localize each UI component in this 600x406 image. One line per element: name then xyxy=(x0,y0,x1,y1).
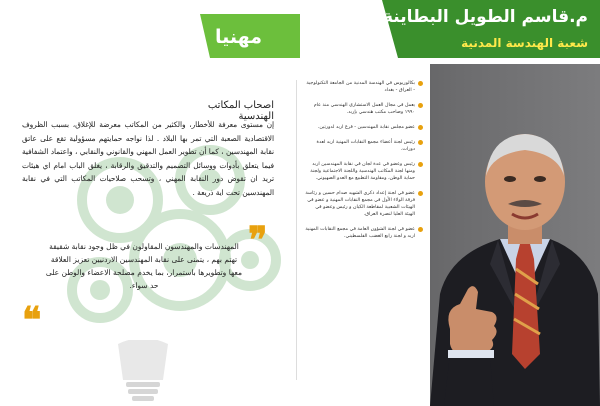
department-label: شعبة الهندسة المدنية xyxy=(461,36,588,50)
quote-text: المهندسات والمهندسون المقاولون في ظل وجود نقابة شقيقة تهتم بهم ، يتمنى على نقابة المهندسين الاردنيين تعزيز العلاقة معها وتطويرها باستمرار، بما يخدم مصلحة الاعضاء والوطن على حد سواء. xyxy=(45,242,243,290)
bio-item: عضو في لجنة الشؤون العامة في مجمع النقابات المهنية اربد و لجنة رابع الغضب الفلسطيني. xyxy=(305,226,423,240)
quote-close-icon: ❝ xyxy=(22,299,42,341)
section-title: مهنيا xyxy=(215,26,262,48)
divider xyxy=(296,80,297,380)
quote-open-icon: ❞ xyxy=(248,219,268,261)
bio-item: رئيس وعضو في عدة لجان في نقابة المهندسين اربد ومنها لجنة المكاتب الهندسية واللجنة الاجتماعية ولجنة حماية الوطن، ومقاومة التطبيع مع العدو الصهيوني. xyxy=(305,161,423,182)
bio-item: بكالوريوس في الهندسة المدنية من الجامعة التكنولوجية - العراق - بغداد xyxy=(305,80,423,94)
bio-item: رئيس لجنة أعضاء مجمع النقابات المهنية اربد لعدة دورات. xyxy=(305,139,423,153)
bio-list xyxy=(305,80,423,248)
person-name: م.قاسم الطويل البطاينة xyxy=(382,7,588,27)
bio-item: عضو في لجنة إعداد ذكرى الشهيد صدام حسين و رئاسة فرقة الولاء الأول في مجمع النقابات المهنية و عضو في الهيئات الشعبية لمقاطعة الكيان و رئيس وعضو في الهيئة العليا لنصرة العراق. xyxy=(305,190,423,218)
portrait-photo xyxy=(420,64,600,406)
bio-item: يعمل في مجال العمل الاستشاري الهندسي منذ عام ١٩٩٠ وصاحب مكتب هندسي بإربد. xyxy=(305,102,423,116)
header-banner xyxy=(0,0,600,64)
article-body: إن مستوى معرفة للأخطار، والكثير من المكاتب معرضة للإغلاق، بسبب الظروف الاقتصادية الصعبة التي تمر بها البلاد . لذا نواجه حمايتهم مسؤولية تقع على عاتق نقابة المهندسين ، كما أن تطوير العمل المهني والقانوني والنقابي ، واعتماد الشفافية فيما يتعلق بأدوات ووسائل التصميم والتدقيق والرقابة ، يغلق الباب امام اي هيئات تريد ان تقوض دور النقابة المهني ، وتسحب صلاحيات المكاتب التي في نقابة المهندسين تحت اية ذريعة . xyxy=(22,120,274,197)
bio-item: عضو مجلس نقابة المهندسين - فرع اربد لدورتين. xyxy=(305,124,423,131)
article-title: اصحاب المكاتب الهندسية xyxy=(207,100,274,122)
lightbulb-icon xyxy=(108,340,178,402)
